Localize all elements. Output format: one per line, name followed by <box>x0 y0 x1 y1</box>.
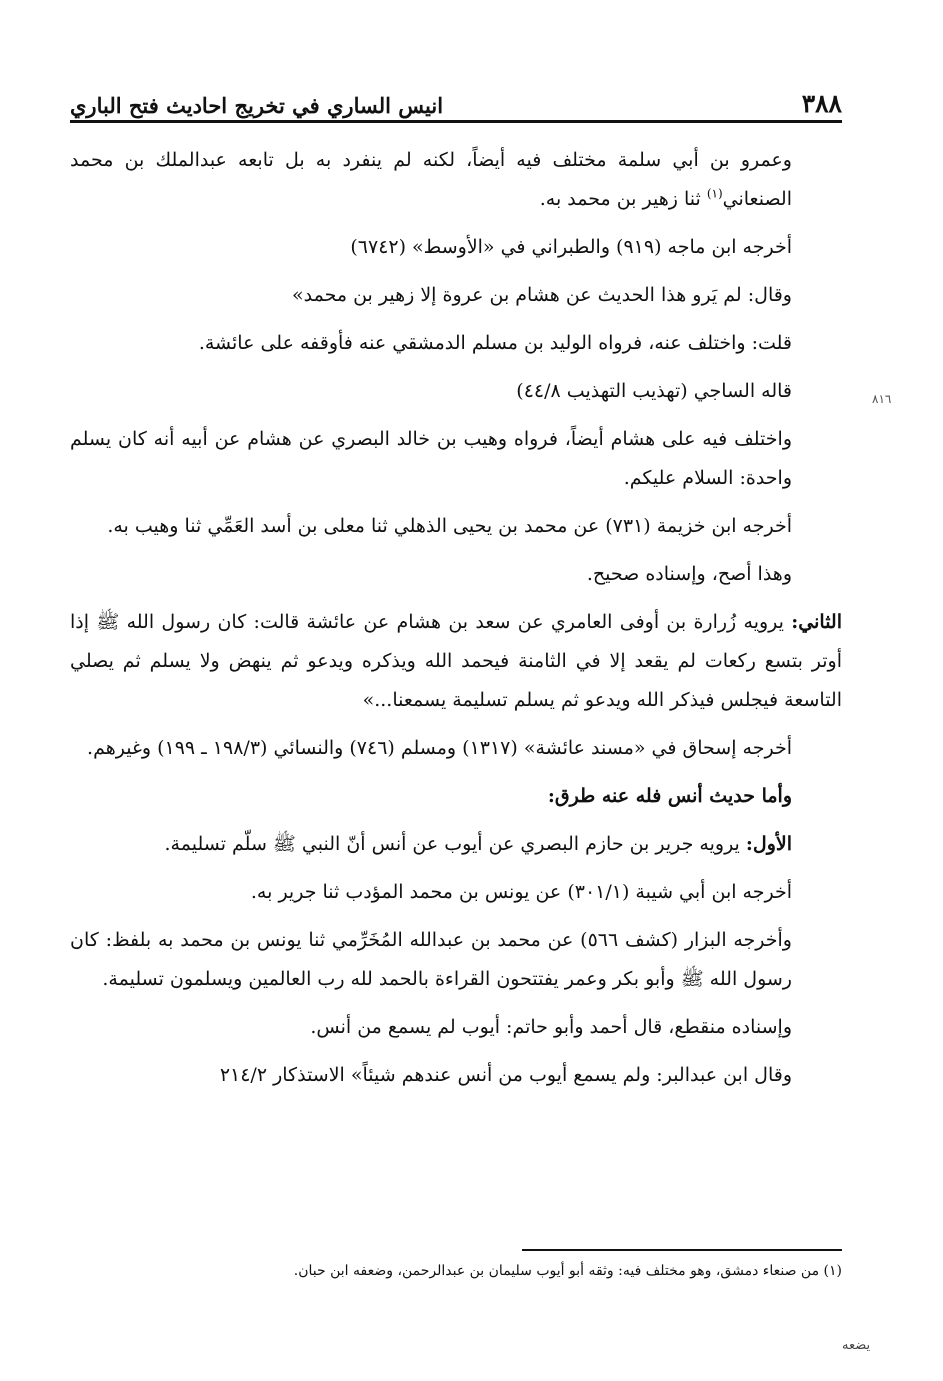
paragraph: وقال: لم يَرو هذا الحديث عن هشام بن عروة إلا زهير بن محمد» <box>292 284 792 306</box>
running-title: انيس الساري في تخريج احاديث فتح الباري <box>70 93 444 118</box>
paragraph: أخرجه إسحاق في «مسند عائشة» (١٣١٧) ومسلم (٧٤٦) والنسائي (١٩٨/٣ ـ ١٩٩) وغيرهم. <box>87 737 792 759</box>
paragraph <box>70 825 842 864</box>
paragraph-text: يرويه زُرارة بن أوفى العامري عن سعد بن هشام عن عائشة قالت: كان رسول الله ﷺ إذا أوتر بتسع ركعات لم يقعد إلا في الثامنة فيحمد الله ويذكره ويدعو ثم ينهض ولا يسلم ثم يصلي التاسعة فيجلس فيذكر الله ويدعو ثم يسلم تسليمة يسمعنا...» <box>70 611 842 711</box>
footnote-reference: (١) <box>706 186 723 201</box>
footnote: (١) من صنعاء دمشق، وهو مختلف فيه: وثقه أبو أيوب سليمان بن عبدالرحمن، وضعفه ابن حبان. <box>293 1263 842 1279</box>
paragraph <box>70 141 842 219</box>
page <box>70 78 842 1104</box>
paragraph-text: يرويه جرير بن حازم البصري عن أيوب عن أنس أنّ النبي ﷺ سلّم تسليمة. <box>164 833 746 855</box>
paragraph: وقال ابن عبدالبر: ولم يسمع أيوب من أنس عندهم شيئاً» الاستذكار ٢١٤/٢ <box>219 1064 792 1086</box>
paragraph: واختلف فيه على هشام أيضاً، فرواه وهيب بن خالد البصري عن هشام عن أبيه أنه كان يسلم واحدة: السلام عليكم. <box>70 428 792 489</box>
paragraph-text: وعمرو بن أبي سلمة مختلف فيه أيضاً، لكنه لم ينفرد به بل تابعه عبدالملك بن محمد الصنعاني <box>70 149 792 210</box>
running-header <box>70 78 842 123</box>
paragraph <box>70 603 842 720</box>
paragraph: أخرجه ابن أبي شيبة (٣٠١/١) عن يونس بن محمد المؤدب ثنا جرير به. <box>250 881 792 903</box>
paragraph: قاله الساجي (تهذيب التهذيب ٤٤/٨) <box>516 380 792 402</box>
section-label: الأول: <box>745 833 792 855</box>
footnote-separator <box>522 1249 842 1251</box>
paragraph: وهذا أصح، وإسناده صحيح. <box>586 563 792 585</box>
paragraph: قلت: واختلف عنه، فرواه الوليد بن مسلم الدمشقي عنه فأوقفه على عائشة. <box>198 332 792 354</box>
paragraph: وإسناده منقطع، قال أحمد وأبو حاتم: أيوب لم يسمع من أنس. <box>310 1016 792 1038</box>
page-number: ٣٨٨ <box>801 89 842 118</box>
paragraph: وأخرجه البزار (كشف ٥٦٦) عن محمد بن عبدالله المُخَرِّمي ثنا يونس بن محمد به بلفظ: كان رسول الله ﷺ وأبو بكر وعمر يفتتحون القراءة بالحمد لله رب العالمين ويسلمون تسليمة. <box>70 929 792 990</box>
paragraph: أخرجه ابن ماجه (٩١٩) والطبراني في «الأوسط» (٦٧٤٢) <box>350 236 792 258</box>
main-text <box>70 141 842 1095</box>
margin-annotation: ٨١٦ <box>872 392 892 406</box>
section-heading: وأما حديث أنس فله عنه طرق: <box>547 785 792 807</box>
section-label: الثاني: <box>791 611 842 633</box>
bottom-mark: يضعه <box>842 1338 871 1353</box>
paragraph-text: ثنا زهير بن محمد به. <box>539 188 707 210</box>
paragraph: أخرجه ابن خزيمة (٧٣١) عن محمد بن يحيى الذهلي ثنا معلى بن أسد العَمِّي ثنا وهيب به. <box>107 515 792 537</box>
